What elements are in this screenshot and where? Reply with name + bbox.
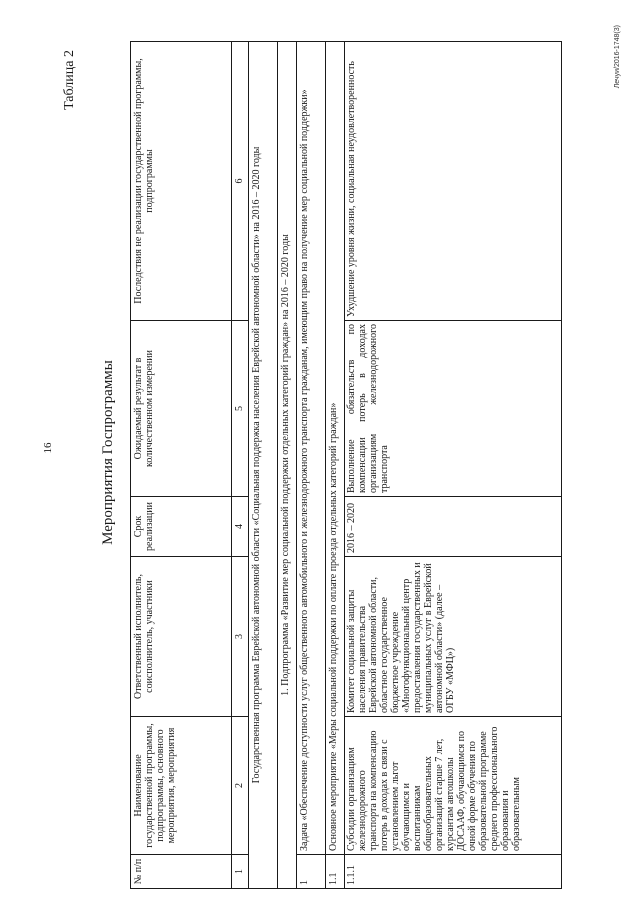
state-program-row — [249, 42, 278, 889]
event-executor: Комитет социальной защиты населения правительства Еврейской автономной области, областное государственное бюджетное учреждение «Многофункциональный центр предоставления государственных и муниципальных услуг в Еврейской автономной области» (далее – ОГБУ «МФЦ») — [346, 562, 456, 713]
header-cell: Наименование государственной программы, подпрограммы, основного мероприятия, мероприятия — [131, 717, 232, 855]
table-label: Таблица 2 — [62, 50, 77, 110]
column-number: 2 — [232, 717, 249, 855]
header-cell: Последствия не реализации государственной программы, подпрограммы — [131, 42, 232, 321]
column-number: 3 — [232, 557, 249, 717]
row-number: 1.1.1 — [346, 865, 357, 885]
table-header-row — [131, 42, 232, 889]
page-number: 16 — [42, 442, 54, 454]
row-number: 1 — [297, 855, 326, 889]
header-cell: Ответственный исполнитель, соисполнитель, участники — [131, 557, 232, 717]
main-event-text: Основное мероприятие «Меры социальной поддержки по оплате проезда отдельных категорий граждан» — [326, 42, 345, 855]
header-cell: Ожидаемый результат в количественном измерении — [131, 321, 232, 497]
program-events-table — [130, 41, 562, 889]
column-number: 1 — [232, 855, 249, 889]
task-row — [297, 42, 326, 889]
state-program-title: Государственная программа Еврейской автономной области «Социальная поддержка населения Еврейской автономной области» на 2016 – 2020 годы — [249, 42, 278, 889]
row-number: 1.1 — [326, 855, 345, 889]
event-result: Выполнение обязательств по компенсации потерь в доходах организациям железнодорожного транспорта — [346, 324, 390, 493]
column-number: 5 — [232, 321, 249, 497]
event-consequence: Ухудшение уровня жизни, социальная неудовлетворенность — [346, 61, 357, 317]
event-period: 2016 – 2020 — [346, 503, 357, 553]
footer-document-code: Лечуи/2016-1748(3) — [614, 25, 621, 89]
event-row — [345, 42, 562, 889]
header-cell: № п/п — [131, 855, 232, 889]
subprogram-title: 1. Подпрограмма «Развитие мер социальной поддержки отдельных категорий граждан» на 2016 – 2020 годы — [278, 42, 297, 889]
page-title: Мероприятия Госпрограммы — [100, 360, 116, 545]
column-number: 6 — [232, 42, 249, 321]
column-numbers-row — [232, 42, 249, 889]
subprogram-row — [278, 42, 297, 889]
event-name: Субсидии организациям железнодорожного транспорта на компенсацию потерь в доходах в связи с установлением льгот обучающимся и воспитанникам общеобразовательных организаций старше 7 лет, курсантам автошколы ДОСААФ, обучающимся по очной форме обучения по образовательной программе среднего профессионального образования и образовательным — [346, 726, 522, 851]
task-text: Задача «Обеспечение доступности услуг общественного автомобильного и железнодорожного транспорта гражданам, имеющим право на получение мер социальной поддержки» — [297, 42, 326, 855]
column-number: 4 — [232, 497, 249, 557]
main-event-row — [326, 42, 345, 889]
header-cell: Срок реализации — [131, 497, 232, 557]
